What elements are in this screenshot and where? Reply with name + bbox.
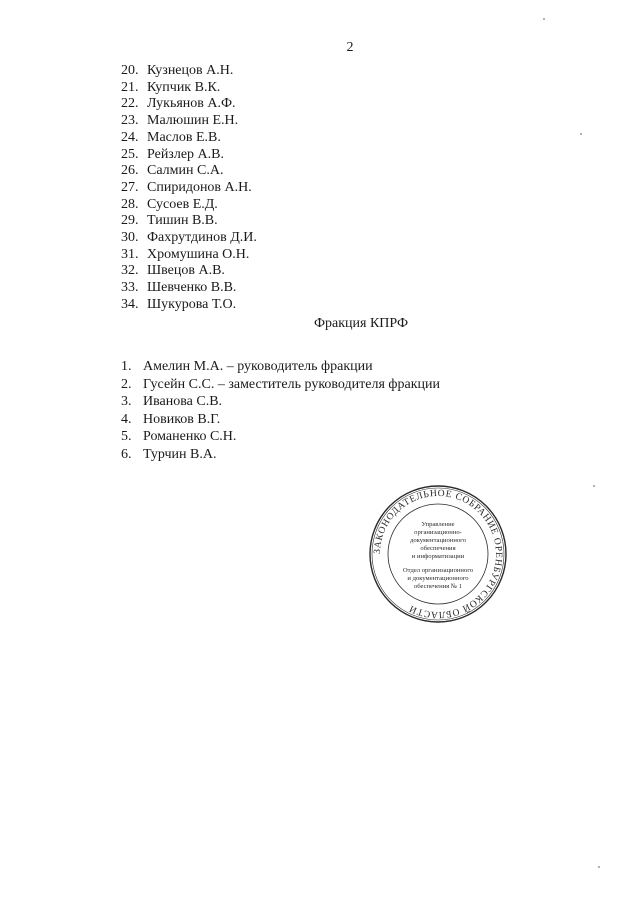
list-item-number: 24. <box>121 129 139 145</box>
list-item-number: 29. <box>121 213 139 229</box>
stamp-line: обеспечения <box>420 545 456 552</box>
list-item <box>121 213 257 230</box>
list-item-name: Сусоев Е.Д. <box>147 196 218 212</box>
stamp-line: Управление <box>421 521 455 528</box>
list-item-number: 32. <box>121 263 139 279</box>
list-item-name: Хромушина О.Н. <box>147 246 250 262</box>
list-item <box>121 63 257 80</box>
list-item-name: Купчик В.К. <box>147 79 221 95</box>
list-item-number: 5. <box>121 429 132 444</box>
scan-speck <box>580 133 582 135</box>
list-item-number: 25. <box>121 146 139 162</box>
list-item <box>121 247 257 264</box>
list-item-name: Фахрутдинов Д.И. <box>147 230 257 246</box>
scan-speck <box>543 18 545 20</box>
list-item <box>121 147 257 164</box>
list-item-name: Иванова С.В. <box>143 394 223 409</box>
list-item-name: Гусейн С.С. – заместитель руководителя фракции <box>143 376 440 392</box>
list-item-number: 27. <box>121 179 139 195</box>
list-item <box>121 411 440 429</box>
list-item <box>121 197 257 214</box>
list-item <box>121 297 257 314</box>
scan-speck <box>598 866 600 868</box>
list-item-name: Тишин В.В. <box>147 213 218 229</box>
list-item <box>121 376 440 394</box>
list-item-name: Амелин М.А. – руководитель фракции <box>143 359 373 374</box>
list-item-name: Маслов Е.В. <box>147 129 221 145</box>
list-item-number: 26. <box>121 163 139 179</box>
faction-member-list <box>121 358 440 463</box>
page-number: 2 <box>346 40 354 55</box>
list-item <box>121 113 257 130</box>
list-item-name: Швецов А.В. <box>147 263 225 279</box>
list-item <box>121 263 257 280</box>
list-item-number: 3. <box>121 394 132 409</box>
list-item-name: Спиридонов А.Н. <box>147 179 252 195</box>
list-item-name: Шукурова Т.О. <box>147 296 237 312</box>
stamp-line: Отдел организационного <box>402 567 474 574</box>
list-item-number: 28. <box>121 196 139 212</box>
list-item-name: Лукьянов А.Ф. <box>147 96 236 112</box>
stamp-line: документационного <box>409 537 467 544</box>
list-item-number: 4. <box>121 411 132 427</box>
list-item <box>121 130 257 147</box>
stamp-line: организационно- <box>414 529 462 536</box>
list-item-number: 30. <box>121 230 139 246</box>
scan-speck <box>593 485 595 487</box>
list-item <box>121 393 440 411</box>
list-item-number: 1. <box>121 359 132 374</box>
faction-heading: Фракция КПРФ <box>313 316 409 331</box>
list-item <box>121 358 440 376</box>
list-item-name: Салмин С.А. <box>147 163 224 179</box>
list-item-number: 2. <box>121 376 132 392</box>
list-item-name: Новиков В.Г. <box>143 411 221 427</box>
list-item <box>121 96 257 113</box>
list-item-number: 22. <box>121 96 139 112</box>
official-seal-stamp <box>368 484 508 624</box>
list-item-number: 34. <box>121 296 139 312</box>
list-item-name: Турчин В.А. <box>143 446 217 462</box>
list-item-number: 20. <box>121 63 139 78</box>
stamp-outer-text: ЗАКОНОДАТЕЛЬНОЕ СОБРАНИЕ ОРЕНБУРГСКОЙ ОБЛАСТИ <box>371 487 505 621</box>
stamp-line: и информатизации <box>411 553 465 560</box>
list-item <box>121 446 440 464</box>
list-item <box>121 280 257 297</box>
list-item-name: Малюшин Е.Н. <box>147 113 239 129</box>
stamp-line: обеспечения № 1 <box>413 583 463 590</box>
list-item-name: Кузнецов А.Н. <box>147 63 234 78</box>
list-item-name: Рейзлер А.В. <box>147 146 224 162</box>
list-item-number: 31. <box>121 246 139 262</box>
list-item <box>121 163 257 180</box>
list-item-number: 23. <box>121 113 139 129</box>
list-item-name: Шевченко В.В. <box>147 280 237 296</box>
list-item <box>121 180 257 197</box>
list-item <box>121 428 440 446</box>
list-item-number: 6. <box>121 446 132 462</box>
list-item-number: 21. <box>121 79 139 95</box>
stamp-line: и документационного <box>407 575 469 582</box>
list-item-number: 33. <box>121 280 139 296</box>
deputy-list-continued <box>121 63 257 314</box>
list-item <box>121 230 257 247</box>
list-item-name: Романенко С.Н. <box>143 429 237 444</box>
list-item <box>121 80 257 97</box>
